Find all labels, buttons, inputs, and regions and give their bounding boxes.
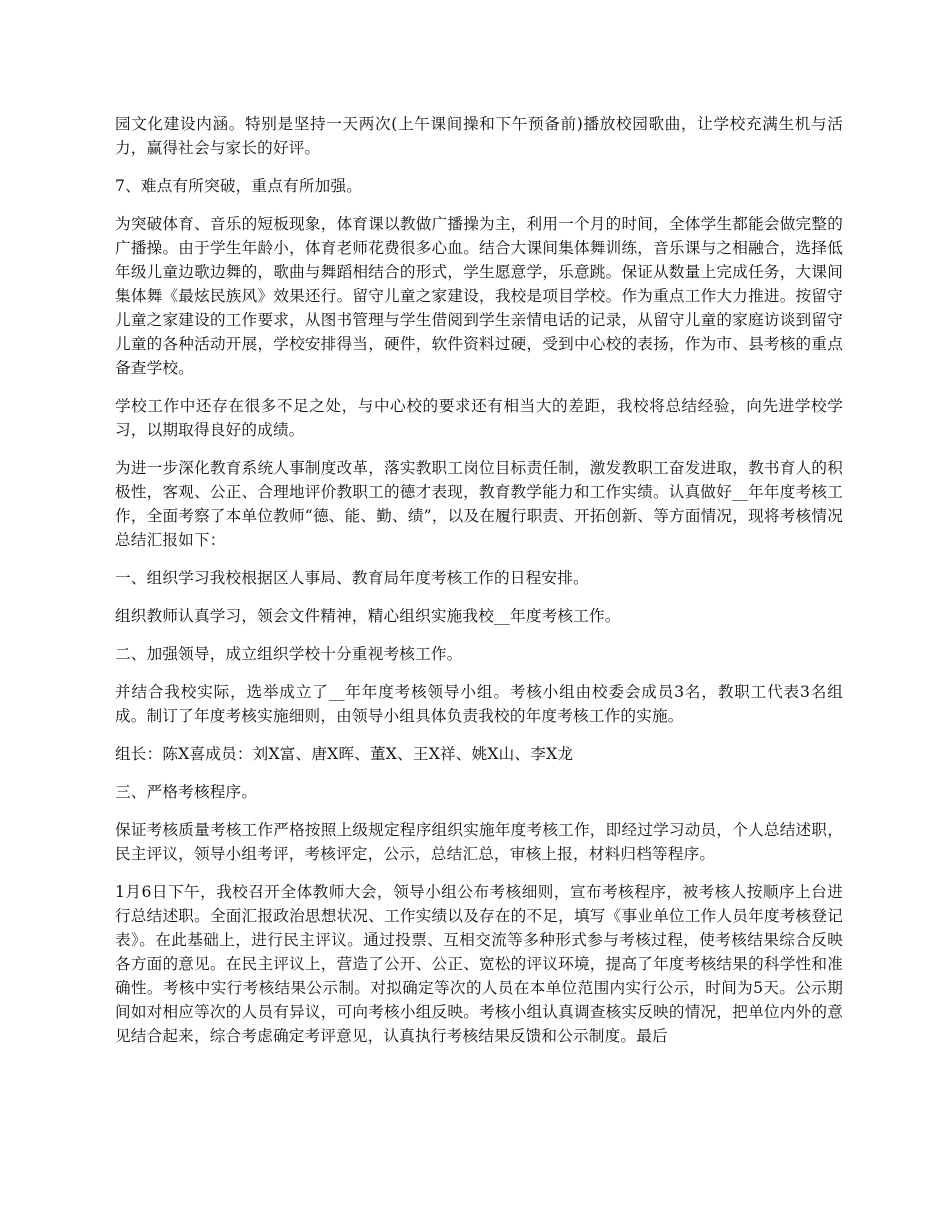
paragraph-4: 学校工作中还存在很多不足之处，与中心校的要求还有相当大的差距，我校将总结经验，向先进学校学习，以期取得良好的成绩。 [115,397,843,439]
paragraph-11: 三、严格考核程序。 [115,783,258,801]
paragraph-12: 保证考核质量考核工作严格按照上级规定程序组织实施年度考核工作，即经过学习动员，个人总结述职，民主评议，领导小组考评，考核评定，公示，总结汇总，审核上报，材料归档等程序。 [115,821,843,863]
paragraph-1: 园文化建设内涵。特别是坚持一天两次(上午课间操和下午预备前)播放校园歌曲，让学校充满生机与活力，赢得社会与家长的好评。 [115,115,843,157]
paragraph-10: 组长：陈X喜成员：刘X富、唐X晖、董X、王X祥、姚X山、李X龙 [115,745,574,763]
paragraph-9: 并结合我校实际，选举成立了__年年度考核领导小组。考核小组由校委会成员3名，教职工代表3名组成。制订了年度考核实施细则，由领导小组具体负责我校的年度考核工作的实施。 [115,683,843,725]
paragraph-13: 1月6日下午，我校召开全体教师大会，领导小组公布考核细则，宣布考核程序，被考核人按顺序上台进行总结述职。全面汇报政治思想状况、工作实绩以及存在的不足，填写《事业单位工作人员年度考核登记表》。在此基础上，进行民主评议。通过投票、互相交流等多种形式参与考核过程，使考核结果综合反映各方面的意见。在民主评议上，营造了公开、公正、宽松的评议环境，提高了年度考核结果的科学性和准确性。考核中实行考核结果公示制。对拟确定等次的人员在本单位范围内实行公示，时间为5天。公示期间如对相应等次的人员有异议，可向考核小组反映。考核小组认真调查核实反映的情况，把单位内外的意见结合起来，综合考虑确定考评意见，认真执行考核结果反馈和公示制度。最后 [115,883,843,1045]
paragraph-7: 组织教师认真学习，领会文件精神，精心组织实施我校__年度考核工作。 [115,607,621,625]
paragraph-5: 为进一步深化教育系统人事制度改革，落实教职工岗位目标责任制，激发教职工奋发进取，教书育人的积极性，客观、公正、合理地评价教职工的德才表现，教育教学能力和工作实绩。认真做好__年年度考核工作，全面考察了本单位教师“德、能、勤、绩”，以及在履行职责、开拓创新、等方面情况，现将考核情况总结汇报如下： [115,459,843,549]
paragraph-8: 二、加强领导，成立组织学校十分重视考核工作。 [115,645,463,663]
paragraph-2: 7、难点有所突破，重点有所加强。 [115,177,363,195]
document-body [115,112,843,1062]
paragraph-6: 一、组织学习我校根据区人事局、教育局年度考核工作的日程安排。 [115,569,589,587]
paragraph-3: 为突破体育、音乐的短板现象，体育课以教做广播操为主，利用一个月的时间，全体学生都能会做完整的广播操。由于学生年龄小，体育老师花费很多心血。结合大课间集体舞训练，音乐课与之相融合，选择低年级儿童边歌边舞的，歌曲与舞蹈相结合的形式，学生愿意学，乐意跳。保证从数量上完成任务，大课间集体舞《最炫民族风》效果还行。留守儿童之家建设，我校是项目学校。作为重点工作大力推进。按留守儿童之家建设的工作要求，从图书管理与学生借阅到学生亲情电话的记录，从留守儿童的家庭访谈到留守儿童的各种活动开展，学校安排得当，硬件，软件资料过硬，受到中心校的表扬，作为市、县考核的重点备查学校。 [115,215,843,377]
